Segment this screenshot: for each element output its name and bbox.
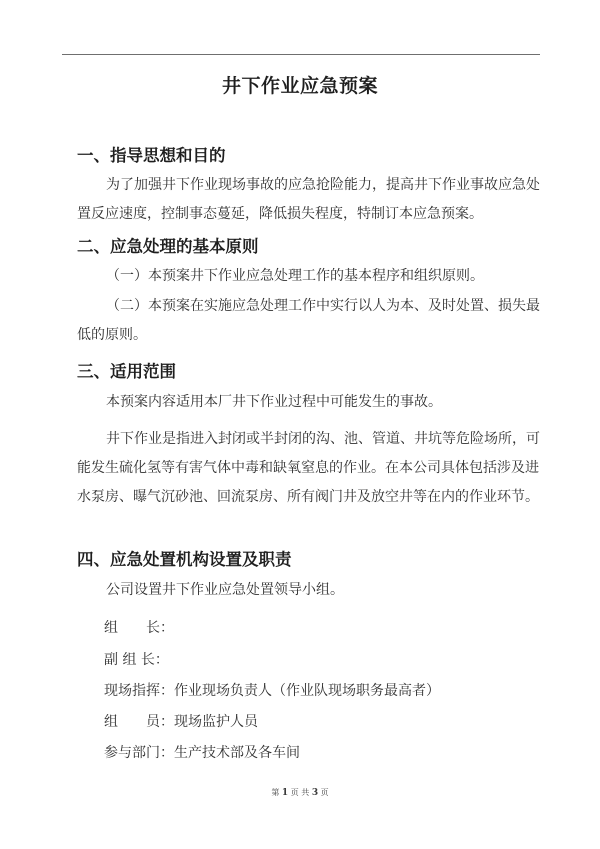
footer-middle: 页 共 <box>290 788 310 797</box>
role-line-departments <box>104 742 300 762</box>
role-value: 现场监护人员 <box>174 714 258 730</box>
section-3-paragraph-1: 本预案内容适用本厂井下作业过程中可能发生的事故。 <box>106 394 442 410</box>
section-4-paragraph-1: 公司设置井下作业应急处置领导小组。 <box>106 582 344 598</box>
role-line-deputy <box>104 649 169 669</box>
page-footer <box>0 787 600 798</box>
document-title: 井下作业应急预案 <box>221 75 378 97</box>
section-2-paragraph-2: （二）本预案在实施应急处理工作中实行以人为本、及时处置、损失最低的原则。 <box>77 298 540 343</box>
section-heading-1: 一、指导思想和目的 <box>77 146 226 165</box>
role-label: 组 长： <box>104 620 174 636</box>
footer-suffix: 页 <box>320 788 329 797</box>
section-2-paragraph-1: （一）本预案井下作业应急处理工作的基本程序和组织原则。 <box>106 268 484 284</box>
role-value: 作业现场负责人（作业队现场职务最高者） <box>174 683 440 699</box>
section-1-paragraph-1: 为了加强井下作业现场事故的应急抢险能力，提高井下作业事故应急处置反应速度，控制事态蔓延，降低损失程度，特制订本应急预案。 <box>77 177 540 222</box>
role-line-members <box>104 711 258 731</box>
role-line-leader <box>104 617 174 637</box>
role-line-commander <box>104 680 440 700</box>
section-heading-2: 二、应急处理的基本原则 <box>77 237 259 256</box>
role-value: 生产技术部及各车间 <box>174 745 300 761</box>
footer-total-pages: 3 <box>311 788 319 798</box>
section-heading-3: 三、适用范围 <box>77 362 176 381</box>
header-rule <box>62 54 540 55</box>
role-label: 参与部门： <box>104 745 174 761</box>
role-label: 组 员： <box>104 714 174 730</box>
section-heading-4: 四、应急处置机构设置及职责 <box>77 550 292 569</box>
role-label: 副 组 长： <box>104 652 169 668</box>
section-3-paragraph-2: 井下作业是指进入封闭或半封闭的沟、池、管道、井坑等危险场所，可能发生硫化氢等有害气体中毒和缺氧窒息的作业。在本公司具体包括涉及进水泵房、曝气沉砂池、回流泵房、所有阀门井及放空井等在内的作业环节。 <box>77 431 540 505</box>
role-label: 现场指挥： <box>104 683 174 699</box>
footer-page-number: 1 <box>281 788 289 798</box>
footer-prefix: 第 <box>271 788 280 797</box>
